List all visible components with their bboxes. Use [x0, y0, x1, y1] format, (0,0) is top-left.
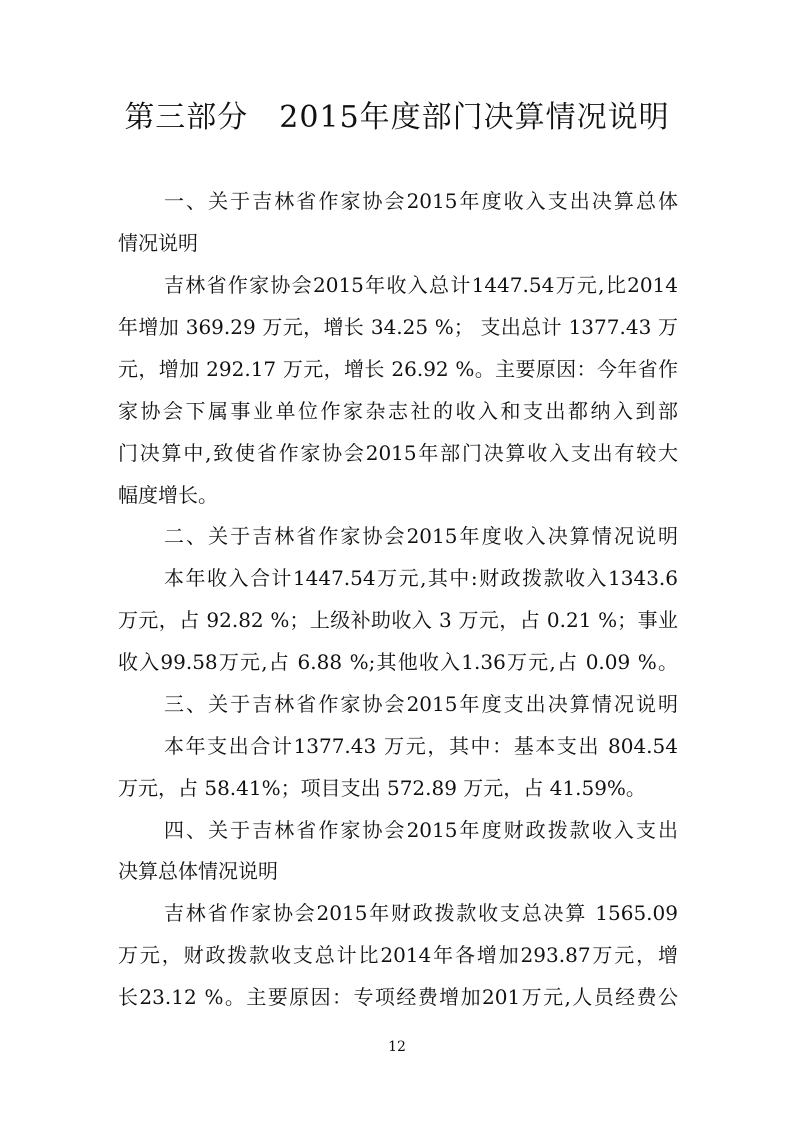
paragraph-line: 收入99.58万元,占 6.88 %;其他收入1.36万元,占 0.09 %。: [118, 650, 678, 674]
section-1-heading: 一、关于吉林省作家协会2015年度收入支出决算总体: [164, 189, 678, 213]
paragraph-line: 万元，占 92.82 %；上级补助收入 3 万元，占 0.21 %；事业: [118, 608, 678, 632]
paragraph-line: 万元，占 58.41%；项目支出 572.89 万元，占 41.59%。: [118, 776, 646, 800]
paragraph-line: 本年支出合计1377.43 万元，其中：基本支出 804.54: [164, 734, 678, 758]
paragraph-line: 年增加 369.29 万元，增长 34.25 %； 支出总计 1377.43 万: [118, 315, 678, 339]
section-4-heading: 四、关于吉林省作家协会2015年度财政拨款收入支出: [164, 818, 678, 842]
paragraph-line: 幅度增长。: [118, 483, 218, 507]
paragraph-line: 吉林省作家协会2015年财政拨款收支总决算 1565.09: [164, 901, 678, 925]
section-4-heading-cont: 决算总体情况说明: [118, 859, 278, 883]
section-1-heading-cont: 情况说明: [118, 231, 198, 255]
paragraph-line: 吉林省作家协会2015年收入总计1447.54万元,比2014: [164, 273, 678, 297]
section-3-heading: 三、关于吉林省作家协会2015年度支出决算情况说明: [164, 692, 678, 716]
paragraph-line: 长23.12 %。主要原因：专项经费增加201万元,人员经费公: [118, 985, 678, 1009]
paragraph-line: 家协会下属事业单位作家杂志社的收入和支出都纳入到部: [118, 399, 678, 423]
paragraph-line: 元，增加 292.17 万元，增长 26.92 %。主要原因：今年省作: [118, 357, 678, 381]
page-number: 12: [388, 1039, 406, 1055]
page-title: 第三部分 2015年度部门决算情况说明: [124, 100, 670, 135]
paragraph-line: 万元，财政拨款收支总计比2014年各增加293.87万元，增: [118, 943, 678, 967]
paragraph-line: 门决算中,致使省作家协会2015年部门决算收入支出有较大: [118, 441, 678, 465]
paragraph-line: 本年收入合计1447.54万元,其中:财政拨款收入1343.6: [164, 566, 678, 590]
section-2-heading: 二、关于吉林省作家协会2015年度收入决算情况说明: [164, 524, 678, 548]
